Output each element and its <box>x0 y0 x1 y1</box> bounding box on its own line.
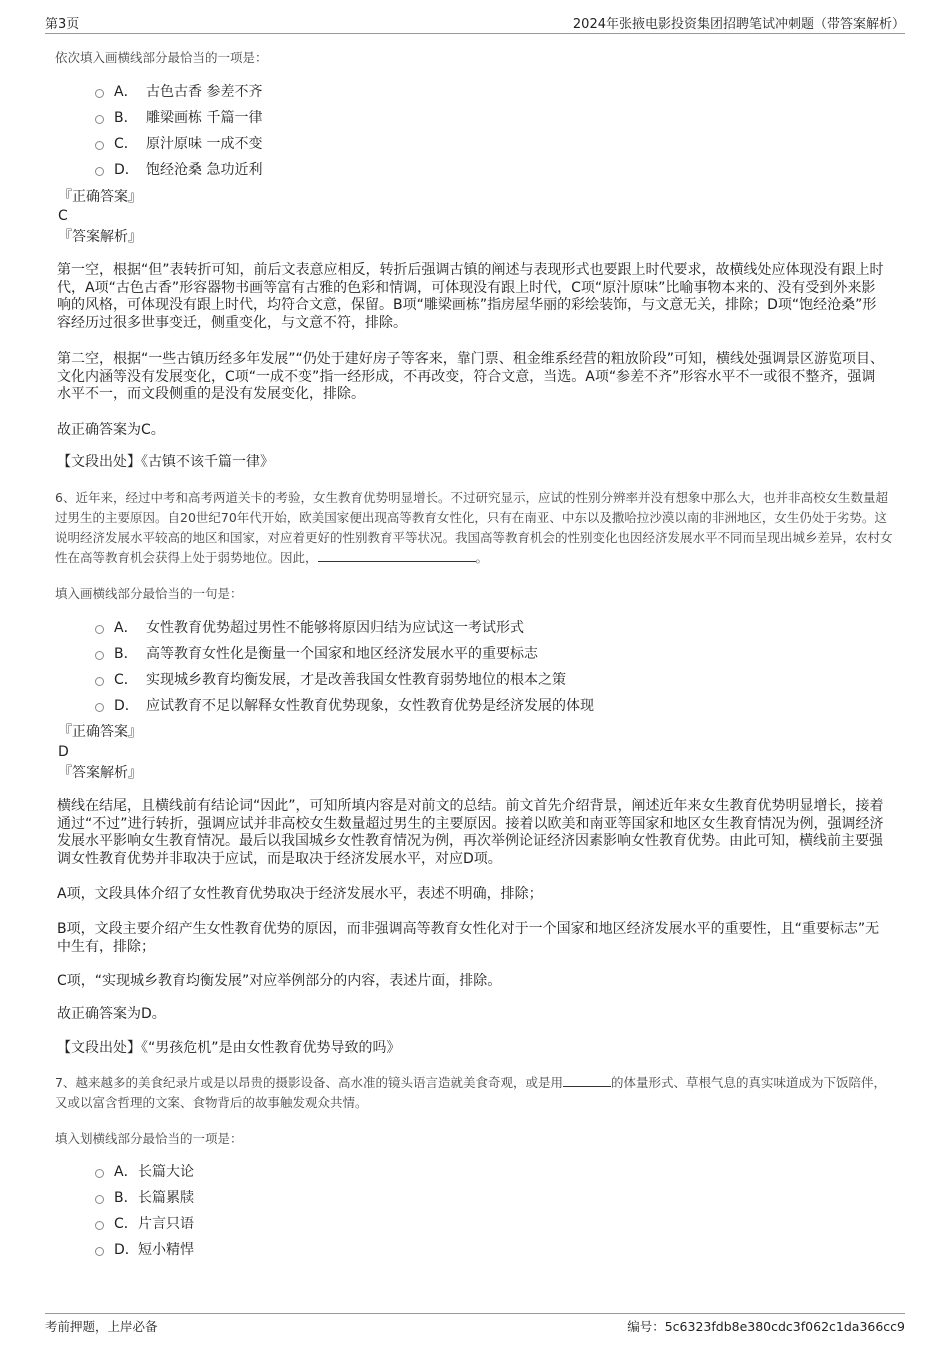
q5-answer: C <box>58 208 68 224</box>
q5-source: 【文段出处】《古镇不该千篇一律》 <box>57 454 274 470</box>
radio-icon[interactable] <box>95 115 104 124</box>
q6-options <box>95 614 594 718</box>
document-title: 2024年张掖电影投资集团招聘笔试冲刺题（带答案解析） <box>572 17 905 32</box>
page-number: 第3页 <box>45 17 80 32</box>
radio-icon[interactable] <box>95 677 104 686</box>
footer-slogan: 考前押题，上岸必备 <box>45 1319 158 1334</box>
q7-option-b[interactable]: B． 长篇累牍 <box>95 1184 194 1210</box>
q7-option-c[interactable]: C． 片言只语 <box>95 1210 194 1236</box>
radio-icon[interactable] <box>95 1195 104 1204</box>
q5-option-a[interactable]: A． 古色古香 参差不齐 <box>95 78 262 104</box>
page-header <box>45 13 905 34</box>
q5-option-c[interactable]: C． 原汁原味 一成不变 <box>95 130 262 156</box>
q6-option-a[interactable]: A． 女性教育优势超过男性不能够将原因归结为应试这一考试形式 <box>95 614 594 640</box>
radio-icon[interactable] <box>95 1247 104 1256</box>
answer-blank <box>318 549 476 562</box>
q6-answer-label: 『正确答案』 <box>58 724 142 740</box>
q5-option-b[interactable]: B． 雕梁画栋 千篇一律 <box>95 104 262 130</box>
q5-analysis-label: 『答案解析』 <box>58 229 142 245</box>
radio-icon[interactable] <box>95 625 104 634</box>
radio-icon[interactable] <box>95 703 104 712</box>
q5-conclusion: 故正确答案为C。 <box>57 422 165 438</box>
q6-option-b[interactable]: B． 高等教育女性化是衡量一个国家和地区经济发展水平的重要标志 <box>95 640 594 666</box>
radio-icon[interactable] <box>95 1169 104 1178</box>
q6-analysis-c: C项，“实现城乡教育均衡发展”对应举例部分的内容，表述片面，排除。 <box>57 973 502 989</box>
q7-option-d[interactable]: D． 短小精悍 <box>95 1236 194 1262</box>
q7-prompt: 填入划横线部分最恰当的一项是： <box>55 1131 243 1146</box>
q6-option-d[interactable]: D． 应试教育不足以解释女性教育优势现象，女性教育优势是经济发展的体现 <box>95 692 594 718</box>
radio-icon[interactable] <box>95 167 104 176</box>
page-footer <box>45 1313 905 1334</box>
radio-icon[interactable] <box>95 1221 104 1230</box>
q6-analysis-label: 『答案解析』 <box>58 765 142 781</box>
radio-icon[interactable] <box>95 651 104 660</box>
answer-blank <box>563 1074 611 1087</box>
q5-answer-label: 『正确答案』 <box>58 189 142 205</box>
q5-analysis-1: 第一空，根据“但”表转折可知，前后文表意应相反，转折后强调古镇的阐述与表现形式也要跟上时代要求，故横线处应体现没有跟上时代，A项“古色古香”形容器物书画等富有古雅的色彩和情调，可体现没有跟上时代，C项“原汁原味”比喻事物本来的、没有受到外来影响的风格，可体现没有跟上时代，均符合文意，保留。B项“雕梁画栋”指房屋华丽的彩绘装饰，与文意无关，排除；D项“饱经沧桑”形容经历过很多世事变迁，侧重变化，与文意不符，排除。 <box>57 262 884 331</box>
q7-stem: 7、越来越多的美食纪录片或是以昂贵的摄影设备、高水准的镜头语言造就美食奇观，或是用 的体量形式、草根气息的真实味道成为下饭陪伴，又或以富含哲理的文案、食物背后的故事触发观众共情。 <box>55 1075 886 1110</box>
radio-icon[interactable] <box>95 141 104 150</box>
q7-option-a[interactable]: A． 长篇大论 <box>95 1158 194 1184</box>
q5-option-d[interactable]: D． 饱经沧桑 急功近利 <box>95 156 262 182</box>
q6-analysis-b: B项，文段主要介绍产生女性教育优势的原因，而非强调高等教育女性化对于一个国家和地区经济发展水平的重要性，且“重要标志”无中生有，排除； <box>57 921 880 955</box>
q5-prompt: 依次填入画横线部分最恰当的一项是： <box>55 50 268 65</box>
q6-analysis-1: 横线在结尾，且横线前有结论词“因此”，可知所填内容是对前文的总结。前文首先介绍背景，阐述近年来女生教育优势明显增长，接着通过“不过”进行转折，强调应试并非高校女生数量超过男生的主要原因。接着以欧美和南亚等国家和地区女生教育情况为例，强调经济发展水平影响女生教育情况。最后以我国城乡女性教育情况为例，再次举例论证经济因素影响女性教育优势。由此可知，横线前主要强调女性教育优势并非取决于应试，而是取决于经济发展水平，对应D项。 <box>57 798 884 867</box>
q5-analysis-2: 第二空，根据“一些古镇历经多年发展”“仍处于建好房子等客来，靠门票、租金维系经营的粗放阶段”可知，横线处强调景区游览项目、文化内涵等没有发展变化，C项“一成不变”指一经形成，不再改变，符合文意，当选。A项“参差不齐”形容水平不一或很不整齐，强调水平不一，而文段侧重的是没有发展变化，排除。 <box>57 351 885 402</box>
q5-options <box>95 78 262 182</box>
radio-icon[interactable] <box>95 89 104 98</box>
q6-option-c[interactable]: C． 实现城乡教育均衡发展，才是改善我国女性教育弱势地位的根本之策 <box>95 666 594 692</box>
q7-options <box>95 1158 194 1262</box>
q6-stem: 6、近年来，经过中考和高考两道关卡的考验，女生教育优势明显增长。不过研究显示，应试的性别分辨率并没有想象中那么大，也并非高校女生数量超过男生的主要原因。自20世纪70年代开始，欧美国家便出现高等教育女性化，只有在南亚、中东以及撒哈拉沙漠以南的非洲地区，女生仍处于劣势。这说明经济发展水平较高的地区和国家，对应着更好的性别教育平等状况。我国高等教育机会的性别变化也因经济发展水平不同而呈现出城乡差异，农村女性在高等教育机会获得上处于弱势地位。因此， 。 <box>55 490 893 565</box>
q6-answer: D <box>58 744 69 760</box>
q6-source: 【文段出处】《“男孩危机”是由女性教育优势导致的吗》 <box>57 1040 401 1056</box>
q6-prompt: 填入画横线部分最恰当的一句是： <box>55 586 243 601</box>
document-id: 编号：5c6323fdb8e380cdc3f062c1da366cc9 <box>627 1319 905 1334</box>
q6-analysis-a: A项，文段具体介绍了女性教育优势取决于经济发展水平，表述不明确，排除； <box>57 886 543 902</box>
q6-conclusion: 故正确答案为D。 <box>57 1006 166 1022</box>
